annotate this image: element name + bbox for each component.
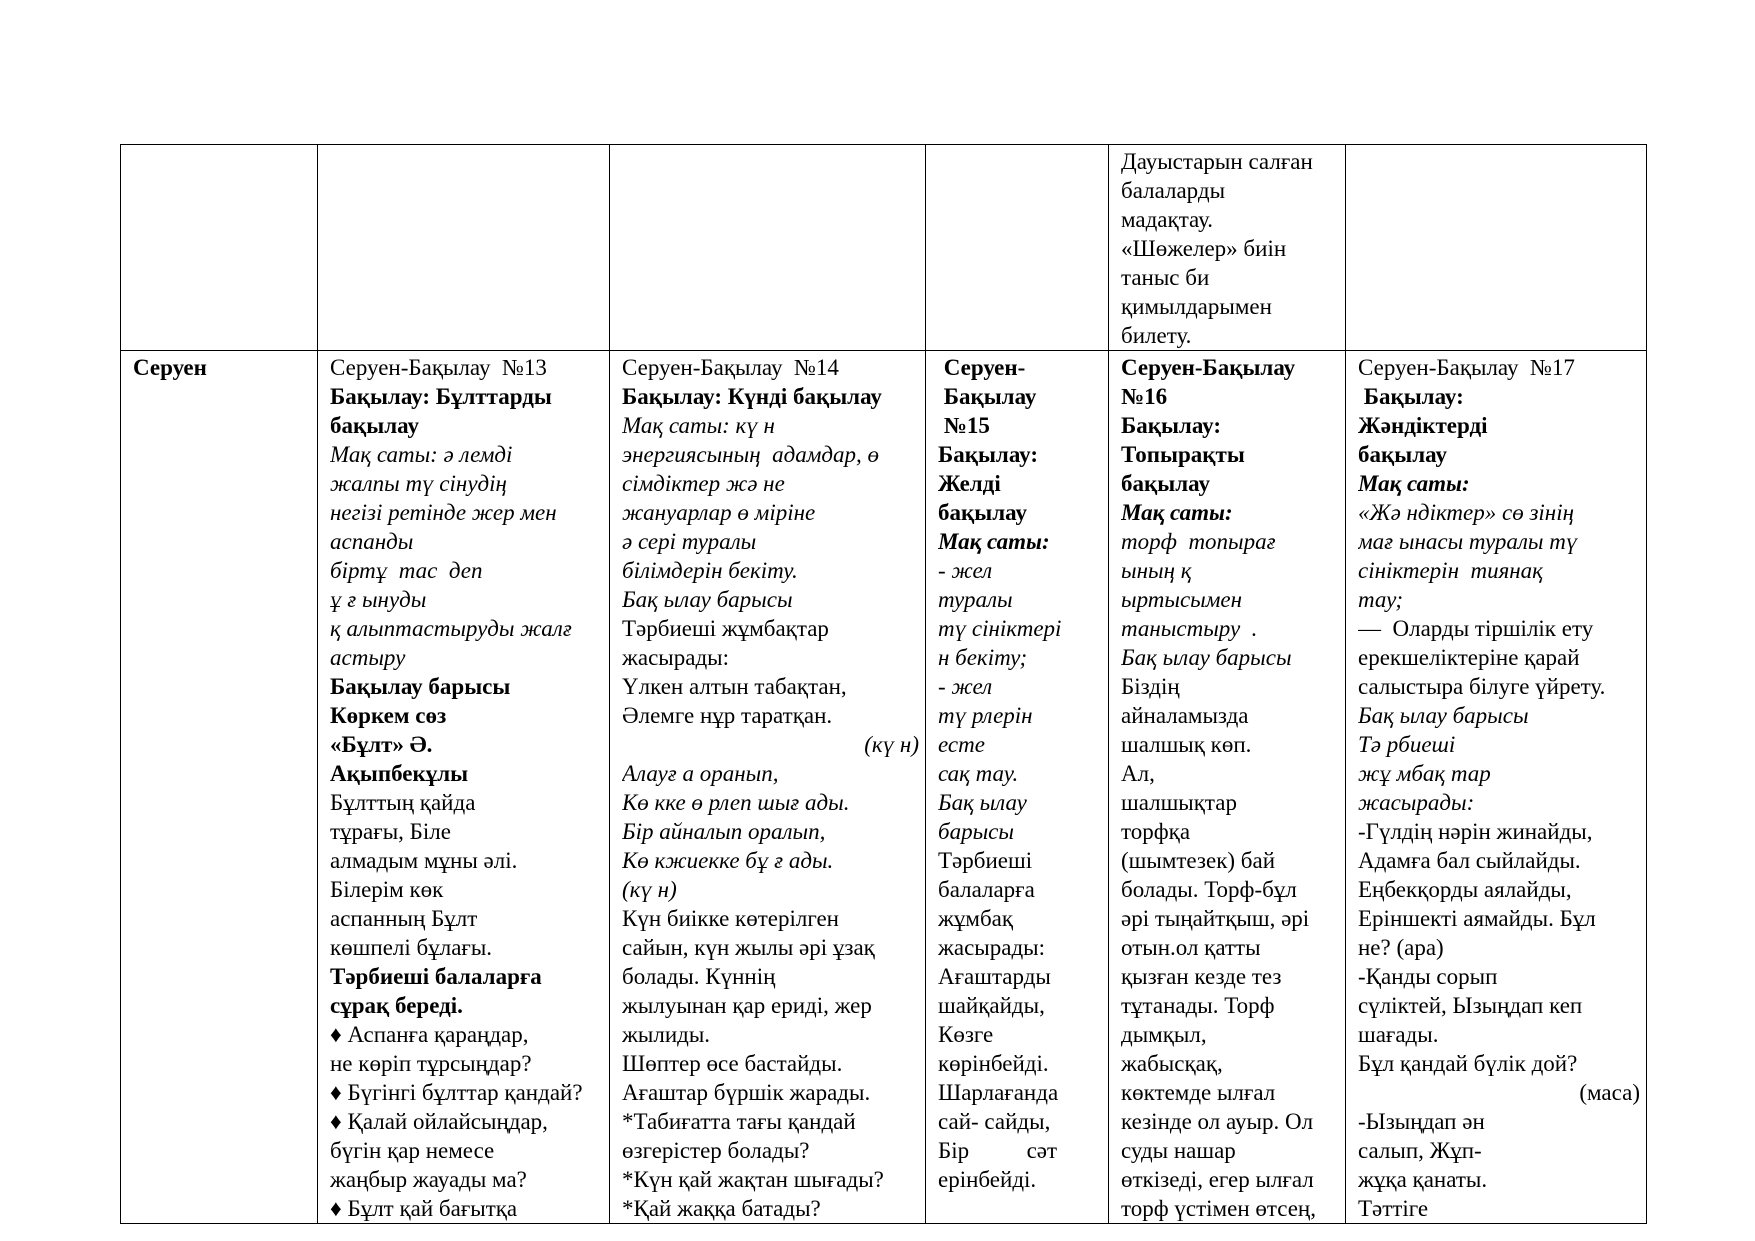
text-line: сай- сайды, [938, 1109, 1051, 1134]
text-line: Мақ саты: [1358, 471, 1470, 496]
text-line: Алауғ а оранып, [622, 761, 779, 786]
text-line: болады. Күннің [622, 964, 776, 989]
text-line: сүліктей, Ызыңдап кеп [1358, 993, 1583, 1018]
text-line: тұтанады. Торф [1121, 993, 1275, 1018]
walk-16-text [1109, 351, 1345, 1223]
text-line: Бақылау: [1121, 413, 1222, 438]
text-line: тұрағы, Біле [330, 819, 451, 844]
text-line: -Ызыңдап ән [1358, 1109, 1485, 1134]
text-line: ♦ Аспанға қараңдар, [330, 1022, 529, 1047]
text-line: мағ ынасы туралы тү [1358, 529, 1578, 554]
text-line: Ерiншектi аямайды. Бұл [1358, 906, 1596, 931]
cell-row1-col6 [1346, 145, 1647, 351]
text-line: жұмбақ [938, 906, 1014, 931]
text-line: №15 [938, 413, 990, 438]
text-line: Бұлттың қайда [330, 790, 476, 815]
text-line: бақылау [938, 500, 1027, 525]
text-line: ♦ Бүгінгі бұлттар қандай? [330, 1080, 583, 1105]
text-line: Тәрбиеші балаларға [330, 964, 542, 989]
text-line: Мақ саты: ә лемді [330, 442, 513, 467]
text-line: отын.ол қатты [1121, 935, 1261, 960]
text-line: аспанды [330, 529, 414, 554]
text-line: Серуен- [938, 355, 1026, 380]
text-line: «Бұлт» Ә. [330, 732, 433, 757]
text-line: не көріп тұрсыңдар? [330, 1051, 532, 1076]
text-line: Серуен-Бақылау №13 [330, 355, 547, 380]
text-line: Серуен-Бақылау [1121, 355, 1296, 380]
text-line: Мақ саты: [938, 529, 1050, 554]
text-line: Кө кжиекке бұ ғ ады. [622, 848, 834, 873]
text-line: өзгерістер болады? [622, 1138, 810, 1163]
text-line: астыру [330, 645, 406, 670]
text-line: сайын, күн жылы әрі ұзақ [622, 935, 875, 960]
text-line: (шымтезек) бай [1121, 848, 1276, 873]
text-line: бақылау [330, 413, 419, 438]
text-line: Бақылау: Күнді бақылау [622, 384, 882, 409]
text-line: (кү н) [864, 732, 919, 757]
text-line: (маса) [1579, 1080, 1640, 1105]
text-line: - жел [938, 674, 993, 699]
text-line: таныс би [1121, 265, 1210, 290]
text-line: ұ ғ ынуды [330, 587, 427, 612]
text-line: тү рлерін [938, 703, 1033, 728]
text-line: жаңбыр жауады ма? [330, 1167, 527, 1192]
text-line: ♦ Қалай ойлайсыңдар, [330, 1109, 548, 1134]
cell-walk-17 [1346, 351, 1647, 1224]
text-line: Кө кке ө рлеп шығ ады. [622, 790, 850, 815]
text-line: шалшықтар [1121, 790, 1237, 815]
cell-row1-col3 [610, 145, 926, 351]
text-line: өткізеді, егер ылғал [1121, 1167, 1314, 1192]
text-line: ерінбейді. [938, 1167, 1037, 1192]
walk-13-text [318, 351, 609, 1223]
cell-walk-16 [1109, 351, 1346, 1224]
text-line: Ағаштар бүршік жарады. [622, 1080, 871, 1105]
text-line: жұ мбақ тар [1358, 761, 1491, 786]
text-line: бүгін қар немесе [330, 1138, 495, 1163]
text-line: балаларды [1121, 178, 1226, 203]
text-line: Бақ ылау барысы [1358, 703, 1529, 728]
text-line: *Күн қай жақтан шығады? [622, 1167, 884, 1192]
text-line: Тәрбиеші [938, 848, 1033, 873]
text-line: есте [938, 732, 985, 757]
text-line: Адамға бал сыйлайды. [1358, 848, 1581, 873]
text-line: негізі ретінде жер мен [330, 500, 557, 525]
text-line: Әлемге нұр таратқан. [622, 703, 833, 728]
text-line: мадақтау. [1121, 207, 1214, 232]
text-line: барысы [938, 819, 1014, 844]
text-line: сімдіктер жә не [622, 471, 785, 496]
text-line: энергиясының адамдар, ө [622, 442, 880, 467]
text-line: жануарлар ө міріне [622, 500, 816, 525]
text-line: сұрақ береді. [330, 993, 463, 1018]
text-line: торфқа [1121, 819, 1191, 844]
cell-row1-col2 [318, 145, 610, 351]
text-line: бақылау [1121, 471, 1210, 496]
walk-15-text [926, 351, 1108, 1194]
text-line: кезінде ол ауыр. Ол [1121, 1109, 1314, 1134]
text-line: Көркем сөз [330, 703, 447, 728]
text-line: суды нашар [1121, 1138, 1236, 1163]
text-line: балаларға [938, 877, 1035, 902]
text-line: Үлкен алтын табақтан, [622, 674, 847, 699]
text-line: Білерім көк [330, 877, 444, 902]
text-line: Ақыпбекұлы [330, 761, 469, 786]
text-line: ының қ [1121, 558, 1192, 583]
text-line: жалпы тү сінудің [330, 471, 507, 496]
text-line: жасырады: [1358, 790, 1475, 815]
text-line: Тә рбиеші [1358, 732, 1456, 757]
text-line: жасырады: [938, 935, 1046, 960]
text-line: Бір сәт [938, 1138, 1058, 1163]
text-line: туралы [938, 587, 1013, 612]
text-line: Жәндіктерді [1358, 413, 1488, 438]
text-line: не? (ара) [1358, 935, 1444, 960]
cell-row1-col5 [1109, 145, 1346, 351]
text-line: - жел [938, 558, 993, 583]
text-line: Бақылау [938, 384, 1037, 409]
text-line: көрінбейді. [938, 1051, 1049, 1076]
text-line: қызған кезде тез [1121, 964, 1282, 989]
text-line: ә сері туралы [622, 529, 757, 554]
text-line: Күн биікке көтерілген [622, 906, 839, 931]
text-line: Бір айналып оралып, [622, 819, 826, 844]
text-line: шайқайды, [938, 993, 1045, 1018]
text-line: тү сініктері [938, 616, 1062, 641]
cell-row-label [121, 351, 318, 1224]
text-line: көшпелі бұлағы. [330, 935, 493, 960]
text-line: Ағаштарды [938, 964, 1051, 989]
text-line: Тәттiге [1358, 1196, 1429, 1221]
table-row-continuation [121, 145, 1647, 351]
text-line: *Қай жаққа батады? [622, 1196, 821, 1221]
text-line: Мақ саты: кү н [622, 413, 775, 438]
text-line: Серуен-Бақылау №17 [1358, 355, 1575, 380]
text-line: №16 [1121, 384, 1168, 409]
text-line: жұқа қанаты. [1358, 1167, 1488, 1192]
text-line: жылуынан қар ериді, жер [622, 993, 872, 1018]
text-line: Бақ ылау [938, 790, 1027, 815]
text-line: шағады. [1358, 1022, 1439, 1047]
text-line: Серуен-Бақылау №14 [622, 355, 839, 380]
table-row-walk [121, 351, 1647, 1224]
cell-walk-15 [926, 351, 1109, 1224]
row-label: Серуен [133, 355, 207, 380]
text-line: көктемде ылғал [1121, 1080, 1276, 1105]
text-line: Бұл қандай бүлік дой? [1358, 1051, 1578, 1076]
text-line: әрі тыңайтқыш, әрі [1121, 906, 1310, 931]
text-line: Бақылау барысы [330, 674, 511, 699]
text-line: Бақылау: Бұлттарды [330, 384, 552, 409]
text-line: дымқыл, [1121, 1022, 1207, 1047]
cell-row1-col1 [121, 145, 318, 351]
text-line: қ алыптастыруды жалғ [330, 616, 572, 641]
text-line: Желді [938, 471, 1001, 496]
schedule-table [120, 144, 1647, 1224]
text-line: бақылау [1358, 442, 1447, 467]
text-line: -Қанды сорып [1358, 964, 1498, 989]
text-line: жабысқақ, [1121, 1051, 1223, 1076]
text-line: Топырақты [1121, 442, 1245, 467]
text-line: *Табиғатта тағы қандай [622, 1109, 856, 1134]
text-line: салып, Жұп- [1358, 1138, 1482, 1163]
text-line: біртұ тас деп [330, 558, 483, 583]
text-line: таныстыру . [1121, 616, 1258, 641]
text-line: — Оларды тіршілік ету [1358, 616, 1594, 641]
text-line: болады. Торф-бұл [1121, 877, 1297, 902]
text-line: ♦ Бұлт қай бағытқа [330, 1196, 518, 1221]
text-line: айналамызда [1121, 703, 1249, 728]
text-line: ыртысымен [1121, 587, 1243, 612]
walk-17-text [1346, 351, 1646, 1223]
text-line: Тәрбиеші жұмбақтар [622, 616, 829, 641]
walk-14-text [610, 351, 925, 1223]
text-line: Бақылау: [938, 442, 1039, 467]
text-line: шалшық көп. [1121, 732, 1252, 757]
text-line: сақ тау. [938, 761, 1019, 786]
praise-and-dance-text [1109, 145, 1345, 350]
text-line: Көзге [938, 1022, 994, 1047]
text-line: Шарлағанда [938, 1080, 1059, 1105]
text-line: билету. [1121, 323, 1192, 348]
text-line: аспанның Бұлт [330, 906, 478, 931]
text-line: Еңбекқорды аялайды, [1358, 877, 1572, 902]
text-line: Шөптер өсе бастайды. [622, 1051, 843, 1076]
text-line: жылиды. [622, 1022, 711, 1047]
cell-row1-col4 [926, 145, 1109, 351]
text-line: Ал, [1121, 761, 1155, 786]
text-line: (кү н) [622, 877, 677, 902]
text-line: «Жә ндіктер» сө зінің [1358, 500, 1575, 525]
cell-walk-14 [610, 351, 926, 1224]
text-line: сініктерін тиянақ [1358, 558, 1543, 583]
text-line: н бекіту; [938, 645, 1028, 670]
text-line: торф топырағ [1121, 529, 1276, 554]
text-line: қимылдарымен [1121, 294, 1272, 319]
text-line: «Шөжелер» биін [1121, 236, 1287, 261]
text-line: Мақ саты: [1121, 500, 1233, 525]
text-line: Бақ ылау барысы [622, 587, 793, 612]
text-line: Бақ ылау барысы [1121, 645, 1292, 670]
text-line: торф үстімен өтсең, [1121, 1196, 1316, 1221]
text-line: -Гүлдің нәрін жинайды, [1358, 819, 1593, 844]
text-line: салыстыра білуге үйрету. [1358, 674, 1606, 699]
text-line: алмадым мұны әлі. [330, 848, 518, 873]
cell-walk-13 [318, 351, 610, 1224]
text-line: Дауыстарын салған [1121, 149, 1313, 174]
text-line: білімдерін бекіту. [622, 558, 798, 583]
text-line: жасырады: [622, 645, 730, 670]
text-line: ерекшеліктеріне қарай [1358, 645, 1580, 670]
text-line: Бақылау: [1358, 384, 1464, 409]
text-line: Біздің [1121, 674, 1180, 699]
text-line: тау; [1358, 587, 1404, 612]
